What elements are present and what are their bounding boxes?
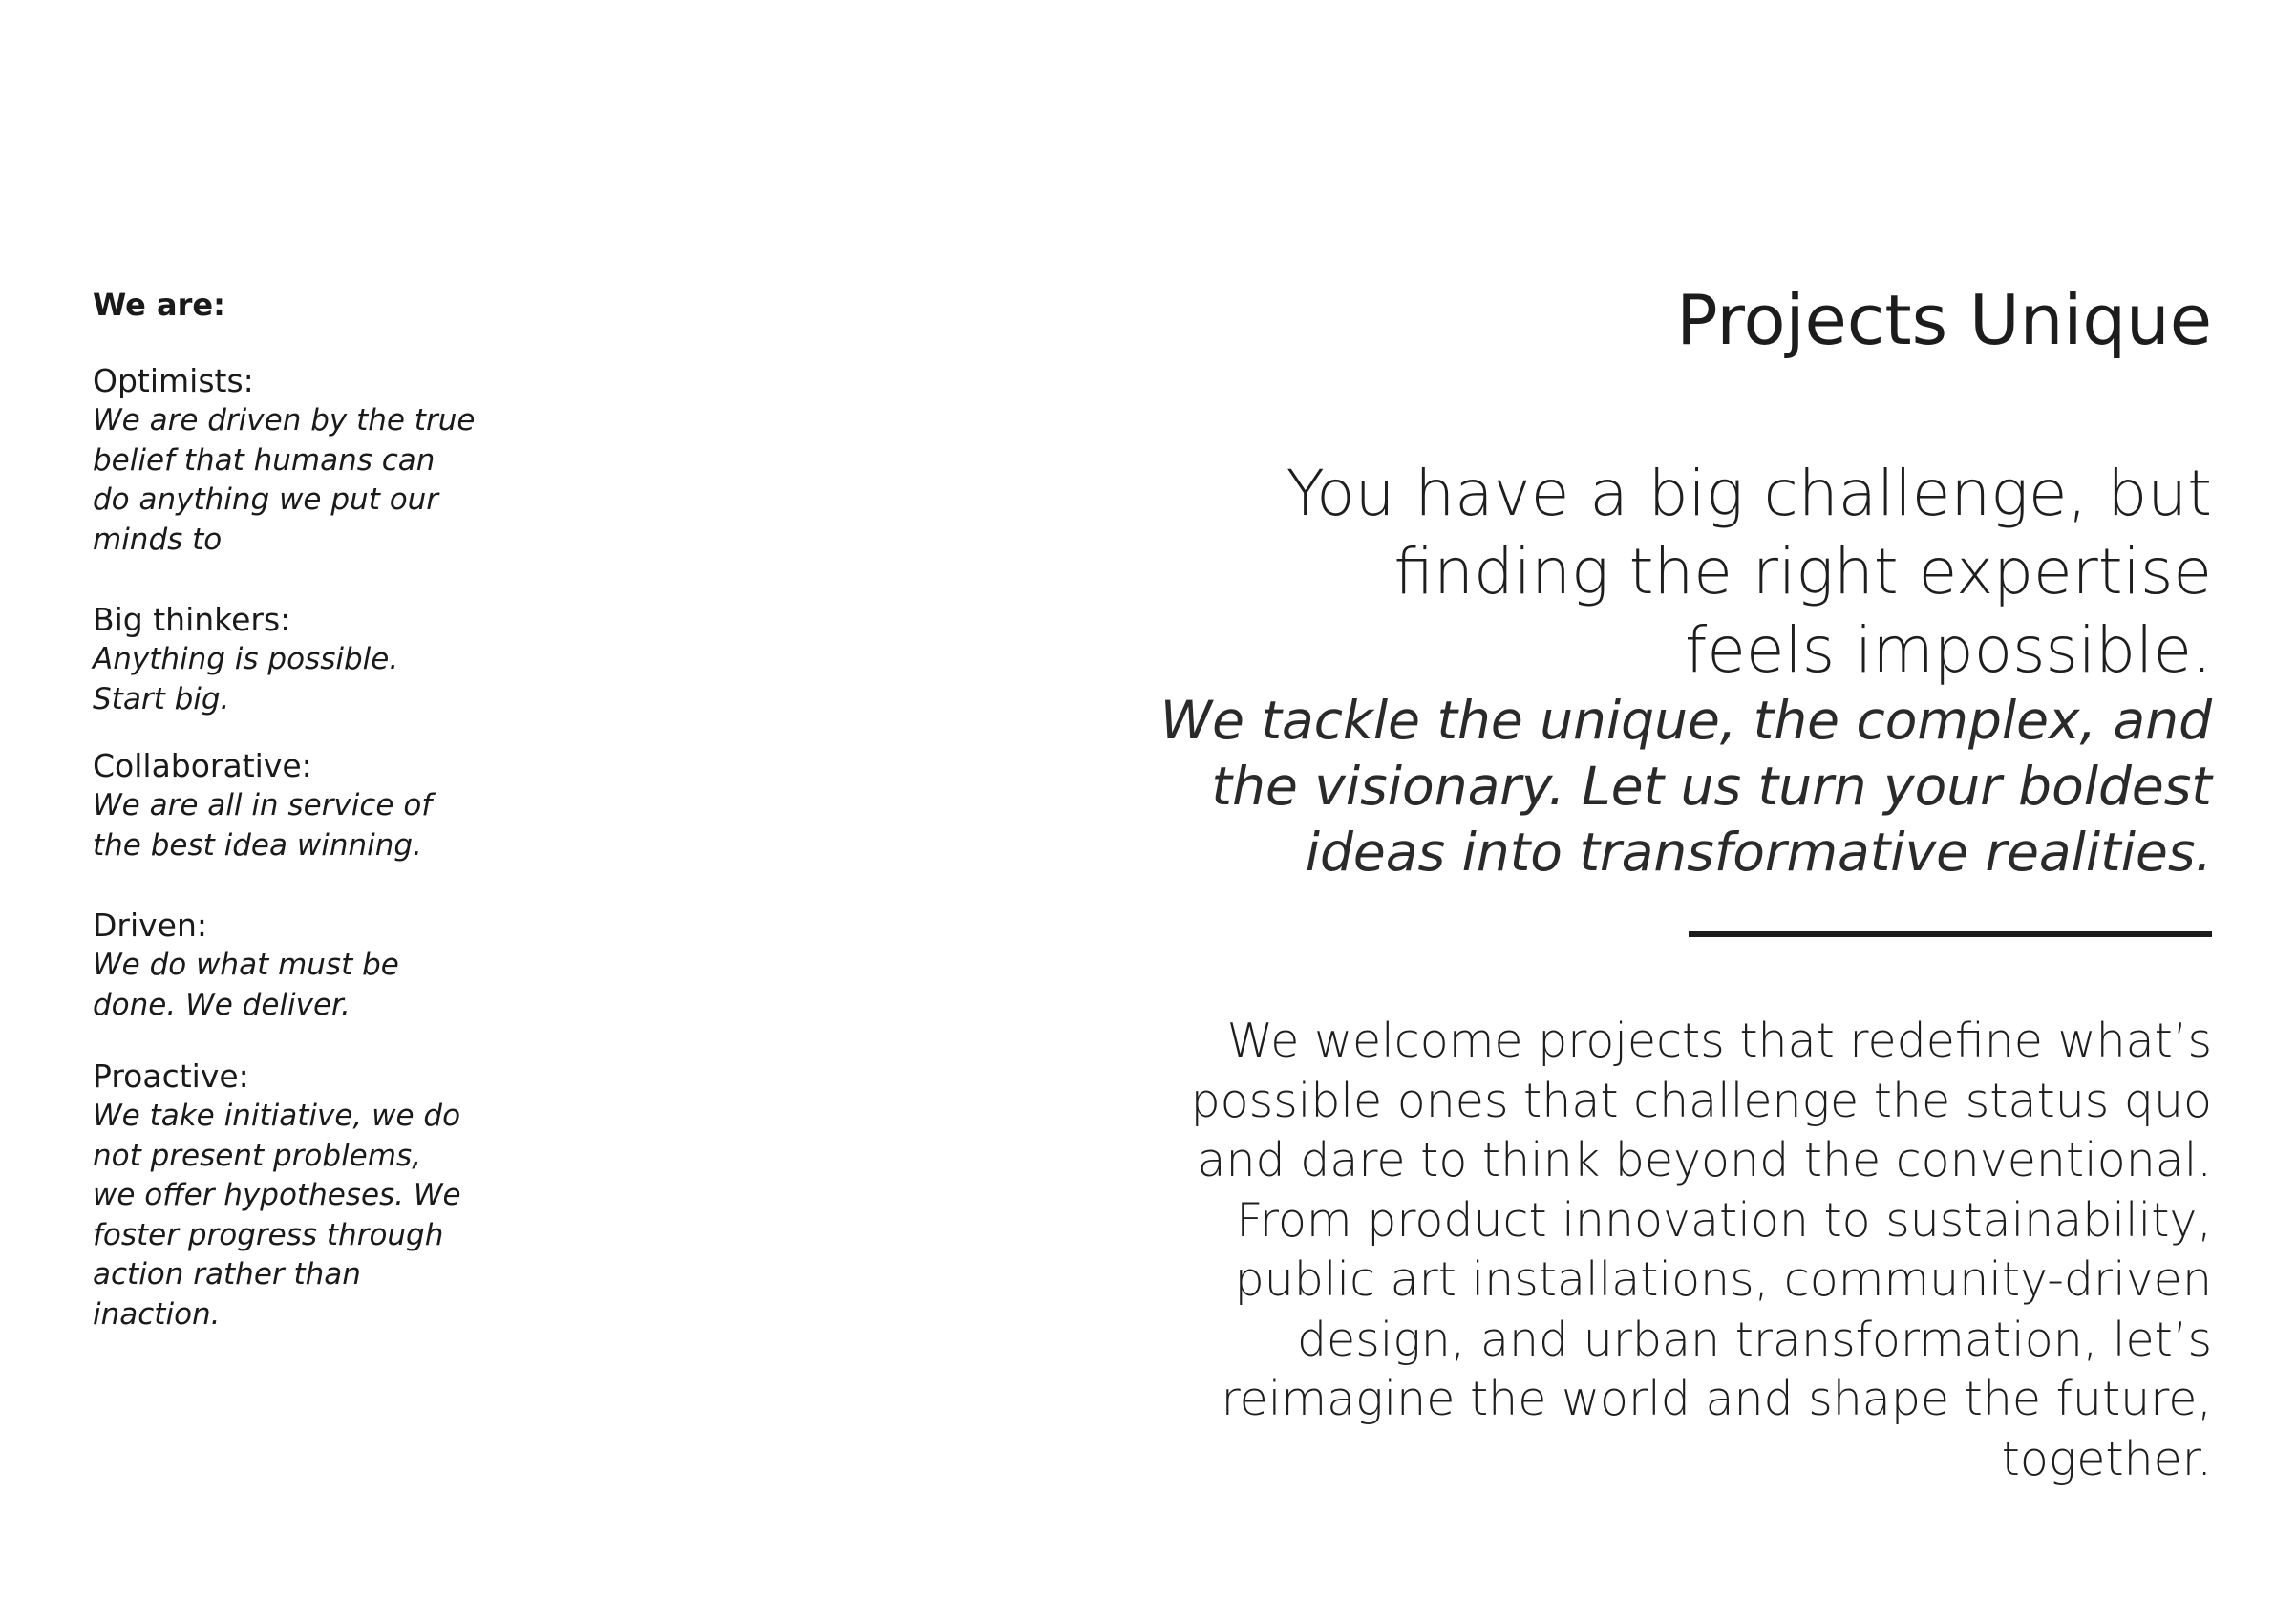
divider-line xyxy=(1689,931,2212,937)
value-title: Optimists: xyxy=(93,362,254,399)
value-title: Driven: xyxy=(93,907,208,944)
value-driven xyxy=(93,906,542,1025)
value-description: We are all in service of the best idea winning. xyxy=(93,788,433,863)
headline: You have a big challenge, but finding the right expertise feels impossible. xyxy=(1286,457,2212,687)
page-title: Projects Unique xyxy=(1676,280,2212,360)
value-description: Anything is possible. Start big. xyxy=(93,642,399,716)
value-description: We take initiative, we do not present problems, we offer hypotheses. We foster progress through action rather than inaction. xyxy=(93,1099,461,1332)
value-big-thinkers xyxy=(93,600,542,719)
projects-column xyxy=(1066,277,2212,1489)
subheadline: We tackle the unique, the complex, and the visionary. Let us turn your boldest ideas into transformative realities. xyxy=(1159,690,2212,883)
value-title: Proactive: xyxy=(93,1058,249,1095)
value-optimists xyxy=(93,361,542,560)
values-intro: We are: xyxy=(93,287,225,323)
value-title: Collaborative: xyxy=(93,747,312,784)
value-description: We are driven by the true belief that humans can do anything we put our minds to xyxy=(93,403,476,557)
value-title: Big thinkers: xyxy=(93,601,291,638)
values-column xyxy=(93,285,542,1335)
value-proactive xyxy=(93,1057,542,1335)
value-collaborative xyxy=(93,746,542,865)
value-description: We do what must be done. We deliver. xyxy=(93,948,399,1022)
body-paragraph: We welcome projects that redefine what’s possible ones that challenge the status quo and dare to think beyond the conventional. From product innovation to sustainability, public art installations, community-driven design, and urban transformation, let’s reimagine the world and shape the future, together. xyxy=(1190,1014,2212,1486)
